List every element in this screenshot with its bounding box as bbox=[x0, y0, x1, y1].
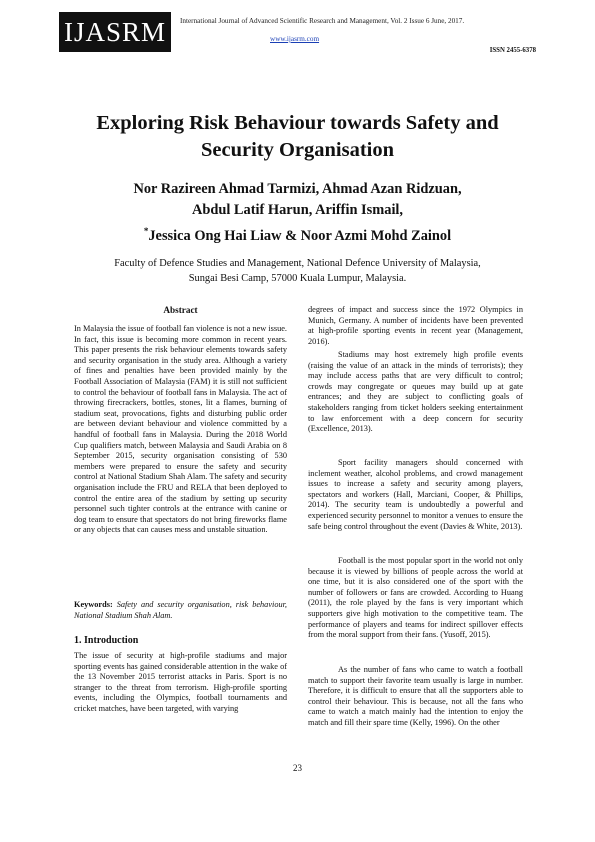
intro-heading: 1. Introduction bbox=[74, 635, 139, 646]
author-line-1: Nor Razireen Ahmad Tarmizi, Ahmad Azan Ridzuan, bbox=[133, 181, 462, 197]
corresponding-author-mark: * bbox=[143, 226, 149, 236]
right-para-4: Football is the most popular sport in the world not only because it is viewed by billions of people across the world at one time, but it is also considered one of the sport with the number of followers or fans are crowded. According to Huang (2011), the role played by the fans is very important which supporters give high motivation to the competitive team. The performance of players and teams for indirect spillover effects from the moral support from their fans. (Yusoff, 2015). bbox=[308, 556, 523, 640]
right-para-3: Sport facility managers should concerned with inclement weather, alcohol problems, and crowd management issues to increase a safety and security among players, spectators and workers (Hall, Marciani, Cooper, & Phillips, 2014). The security team is undoubtedly a powerful and experienced security personnel to monitor a venues to ensure the safe being control throughout the event (Davies & White, 2013). bbox=[308, 458, 523, 531]
affiliation-line-2: Sungai Besi Camp, 57000 Kuala Lumpur, Malaysia. bbox=[188, 273, 407, 284]
abstract-text: In Malaysia the issue of football fan violence is not a new issue. In fact, this issue is becoming more common in recent years. This paper presents the risk behaviour elements towards safety and security organisation in the study area. Although a variety of fines and penalties have been provided mainly by the Football Association of Malaysia (FAM) it is still not sufficient to control the behaviour of football fans in Malaysia. The act of throwing firecrackers, bottles, stones, lit a flames, burning of stadium seat, provocations, fights and disturbing public order are between deviant behaviour and violence committed by a handful of football fans in Malaysia. During the 2018 World Cup qualifiers match, between Malaysia and Saudi Arabia on 8 September 2015, security organisation consisting of 530 members were prepared to ensure the safety and security control at National Stadium Shah Alam. The safety and security organisation include the FRU and RELA that been deployed to control the entire area of the stadium by setting up security personnel such tighter controls at the entrance with canine or dog team to ensure that spectators do not bring fireworks flame or any objects that can causes mess and unstable situation. bbox=[74, 324, 287, 535]
journal-citation-line: International Journal of Advanced Scientific Research and Management, Vol. 2 Issue 6 June, 2017. bbox=[180, 17, 465, 25]
journal-logo: IJASRM bbox=[59, 12, 171, 52]
right-para-1: degrees of impact and success since the 1972 Olympics in Munich, Germany. A number of incidents have been prevented at high-profile sporting events in recent year (Management, 2016). bbox=[308, 305, 523, 346]
intro-text: The issue of security at high-profile stadiums and major sporting events has gained considerable attention in the wake of the 13 November 2015 terrorist attacks in Paris. Sport is no stranger to the threat from terrorism. High-profile sporting events, including the Olympics, football tournaments and cricket matches, have been targeted, with varying bbox=[74, 651, 287, 713]
page-number: 23 bbox=[293, 763, 302, 773]
affiliation-line-1: Faculty of Defence Studies and Management, National Defence University of Malaysia, bbox=[114, 258, 481, 269]
author-line-3-text: Jessica Ong Hai Liaw & Noor Azmi Mohd Zainol bbox=[148, 227, 452, 244]
journal-url-link[interactable]: www.ijasrm.com bbox=[270, 35, 320, 43]
keywords-text: Safety and security organisation, risk behaviour, National Stadium Shah Alam. bbox=[74, 600, 287, 620]
affiliation bbox=[60, 256, 535, 286]
author-line-3 bbox=[60, 221, 535, 247]
keywords-label: Keywords: bbox=[74, 600, 113, 609]
paper-title: Exploring Risk Behaviour towards Safety and Security Organisation bbox=[96, 112, 499, 161]
author-line-2: Abdul Latif Harun, Ariffin Ismail, bbox=[191, 202, 404, 218]
author-list bbox=[60, 179, 535, 247]
keywords bbox=[74, 600, 287, 621]
right-para-5: As the number of fans who came to watch a football match to support their favorite team usually is large in number. Therefore, it is difficult to ensure that all the supporters able to control their behaviour. This is because, not all the fans who came to watch a match mainly had the intention to enjoy the match and fill their spare time (Kelly, 1996). On the other bbox=[308, 665, 523, 727]
right-para-2: Stadiums may host extremely high profile events (raising the value of an attack in the minds of terrorists); they may include access paths that are very difficult to control; crowds may congregate or queues may build up at gate entrances; and they are subject to conflicting goals of stakeholders ranging from ticket holders seeking entertainment to law enforcement with a deep concern for security (Excellence, 2013). bbox=[308, 350, 523, 434]
abstract-heading: Abstract bbox=[163, 305, 198, 315]
issn-label: ISSN 2455-6378 bbox=[489, 47, 536, 54]
